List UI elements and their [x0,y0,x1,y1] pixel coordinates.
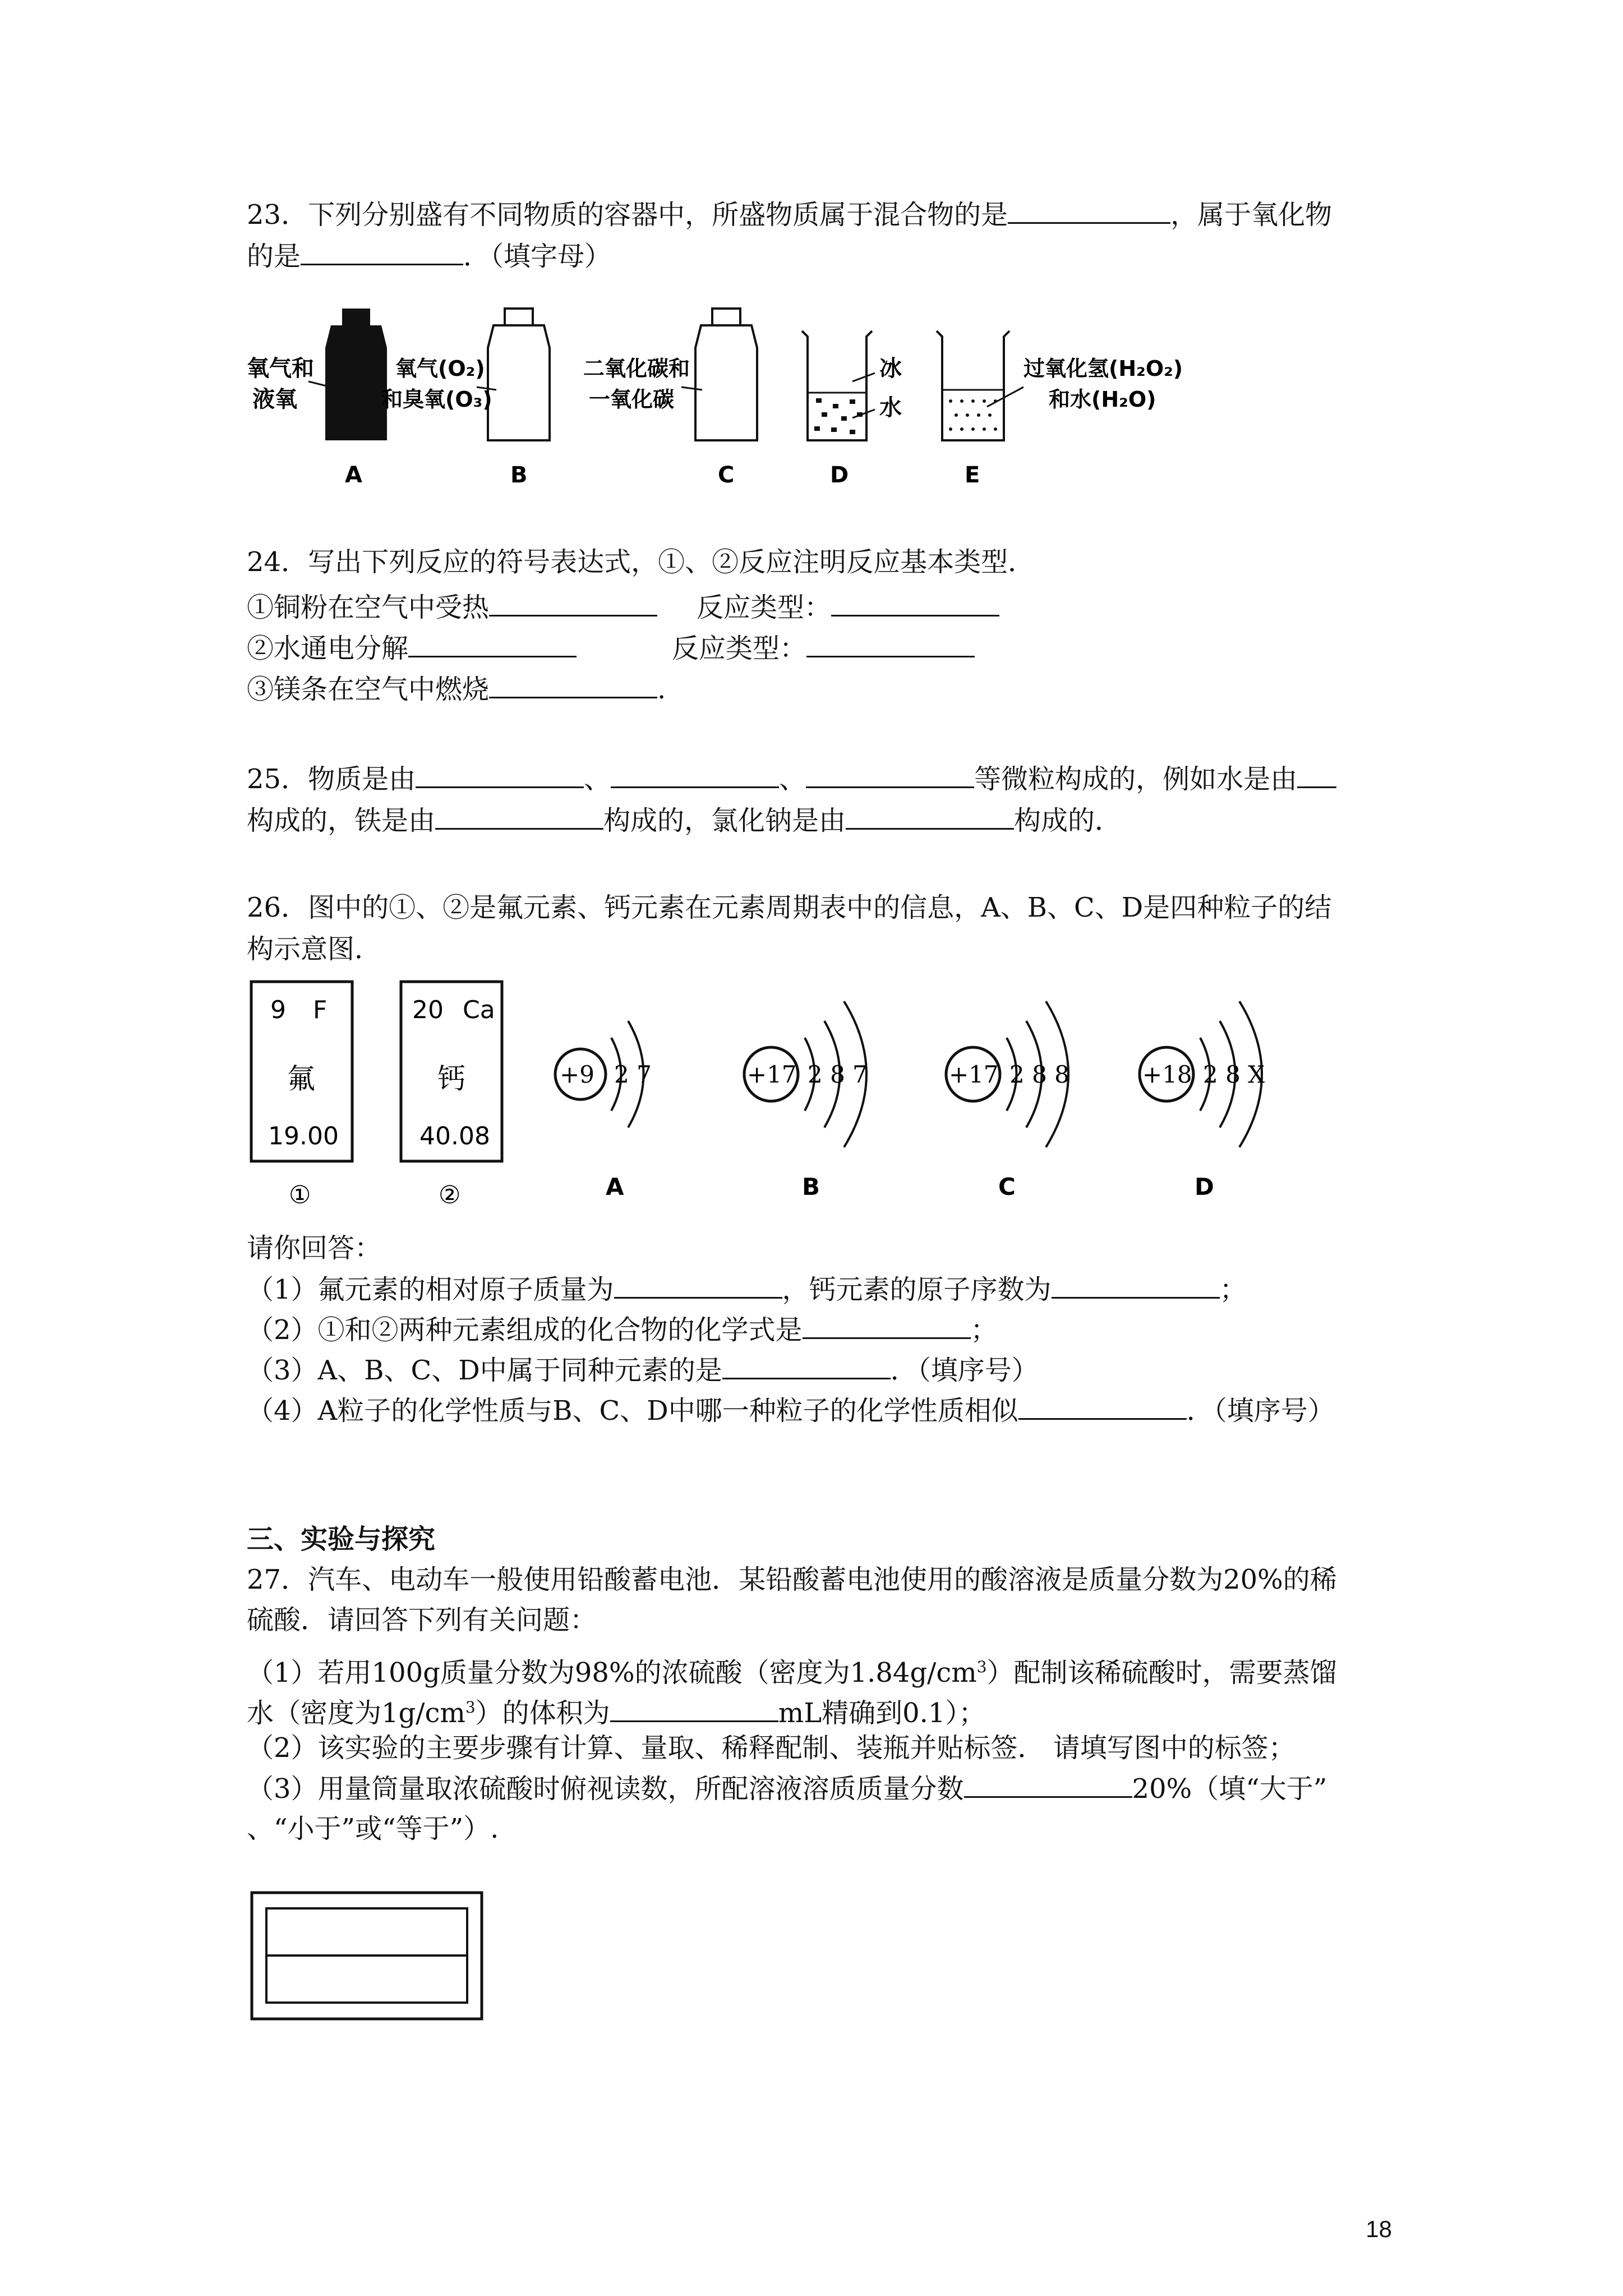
container-label: 一氧化碳 [589,387,675,412]
container-label: 和水(H₂O) [1049,387,1156,412]
q26-line1: 26．图中的①、②是氟元素、钙元素在元素周期表中的信息，A、B、C、D是四种粒子的结 [247,892,1332,923]
answer-blank[interactable] [831,590,999,616]
svg-text:B: B [802,1173,820,1200]
container-label: 冰 [879,356,902,381]
svg-text:D: D [1195,1173,1214,1200]
svg-text:2 7: 2 7 [614,1061,652,1088]
answer-blank[interactable] [1018,1393,1187,1420]
atom-figure [247,976,1312,1223]
q23-line1: 23．下列分别盛有不同物质的容器中，所盛物质属于混合物的是 ，属于氧化物 [247,197,1332,232]
container-label: 和臭氧(O₃) [381,387,492,412]
answer-blank[interactable] [722,1353,891,1379]
svg-text:20: 20 [412,996,444,1024]
q26-answer2: （2）①和②两种元素组成的化合物的化学式是 ； [247,1313,998,1347]
container-label: 二氧化碳和 [583,356,690,381]
container-label: 液氧 [252,386,297,412]
container-letter: E [965,462,980,488]
q26-answer1: （1）氟元素的相对原子质量为 ，钙元素的原子序数为 ； [247,1272,1247,1306]
label-field-bottom[interactable] [266,1955,467,2003]
svg-text:2 8 7: 2 8 7 [808,1061,868,1088]
element-cell-calcium [401,982,502,1209]
container-D [802,331,902,488]
q27-step1-line2: 水（密度为$1g/cm^3$）的体积为 mL精确到0.1）； [247,1691,985,1730]
svg-text:+17: +17 [949,1061,999,1088]
container-B [381,309,550,488]
container-E [937,331,1183,488]
answer-blank[interactable] [416,762,584,788]
q27-step1-line1: （1）若用100g质量分数为98%的浓硫酸（密度为$1.84g/cm^3$）配制该稀硫酸时，需要蒸馏 [247,1657,1337,1688]
q24-intro: 24．写出下列反应的符号表达式，①、②反应注明反应基本类型． [247,546,1035,578]
container-label: 氧气和 [247,356,314,381]
container-label: 过氧化氢(H₂O₂) [1023,356,1183,381]
q24-item1: ①铜粉在空气中受热 反应类型： [247,590,999,624]
q24-item2: ②水通电分解 反应类型： [247,631,975,665]
answer-blank[interactable] [301,239,463,265]
page-number: 18 [1366,2216,1392,2242]
container-label: 水 [879,395,902,421]
q23-line2: 的是 ．（填字母） [247,239,611,273]
q26-prompt: 请你回答： [247,1232,382,1264]
svg-text:19.00: 19.00 [268,1122,339,1151]
answer-blank[interactable] [489,672,657,698]
svg-text:A: A [606,1173,624,1200]
answer-blank[interactable] [408,631,577,657]
answer-blank[interactable] [611,762,779,788]
svg-text:①: ① [289,1181,311,1209]
answer-blank[interactable] [964,1772,1132,1798]
particle-A [555,1021,652,1200]
answer-blank[interactable] [610,1696,778,1722]
svg-text:40.08: 40.08 [419,1122,490,1151]
q27-step2: （2）该实验的主要步骤有计算、量取、稀释配制、装瓶并贴标签． 请填写图中的标签； [247,1732,1295,1764]
q27-line1: 27．汽车、电动车一般使用铅酸蓄电池．某铅酸蓄电池使用的酸溶液是质量分数为20%的稀 [247,1564,1337,1595]
answer-blank[interactable] [806,762,974,788]
q27-line2: 硫酸．请回答下列有关问题： [247,1604,597,1636]
svg-text:Ca: Ca [463,996,495,1024]
svg-text:2 8 8: 2 8 8 [1009,1061,1069,1088]
container-letter: C [718,462,735,488]
svg-text:+18: +18 [1142,1061,1192,1088]
q26-line2: 构示意图． [247,933,382,965]
container-label: 氧气(O₂) [395,356,485,381]
answer-blank[interactable] [1297,762,1336,788]
container-letter: A [345,462,362,488]
answer-blank[interactable] [489,590,657,616]
q26-answer4: （4）A粒子的化学性质与B、C、D中哪一种粒子的化学性质相似 ．（填序号） [247,1393,1335,1428]
answer-blank[interactable] [806,631,975,657]
answer-blank[interactable] [1008,197,1170,224]
q25-line2: 构成的，铁是由 构成的，氯化钠是由 构成的． [247,803,1122,838]
answer-blank[interactable] [803,1313,971,1339]
element-cell-fluorine [251,982,352,1209]
section-heading: 三、实验与探究 [247,1524,436,1555]
label-field-top[interactable] [266,1908,467,1955]
answer-blank[interactable] [846,803,1014,830]
label-box [250,1890,491,2025]
q27-step3-line1: （3）用量筒量取浓硫酸时俯视读数，所配溶液溶质质量分数 20%（填“大于” [247,1772,1327,1806]
container-letter: D [830,462,849,488]
svg-text:②: ② [439,1181,461,1209]
container-letter: B [510,462,528,488]
svg-text:F: F [313,996,328,1024]
svg-text:钙: 钙 [437,1062,465,1095]
particle-C [946,1001,1069,1200]
svg-text:+17: +17 [747,1061,797,1088]
q25-line1: 25．物质是由 、 、 等微粒构成的，例如水是由 [247,762,1336,796]
containers-figure [247,297,1211,488]
svg-text:氟: 氟 [287,1062,315,1095]
answer-blank[interactable] [435,803,603,830]
particle-B [744,1001,868,1200]
svg-text:9: 9 [270,996,286,1024]
answer-blank[interactable] [1052,1272,1220,1299]
container-A [247,309,387,488]
svg-text:C: C [998,1173,1016,1200]
svg-text:+9: +9 [560,1061,594,1088]
svg-text:2 8 X: 2 8 X [1203,1061,1265,1088]
q26-answer3: （3）A、B、C、D中属于同种元素的是 ．（填序号） [247,1353,1039,1387]
q27-step3-line2: 、“小于”或“等于”）. [247,1813,499,1844]
q24-item3: ③镁条在空气中燃烧 . [247,672,666,706]
particle-D [1140,1001,1265,1200]
answer-blank[interactable] [614,1272,782,1299]
container-C [583,309,757,488]
